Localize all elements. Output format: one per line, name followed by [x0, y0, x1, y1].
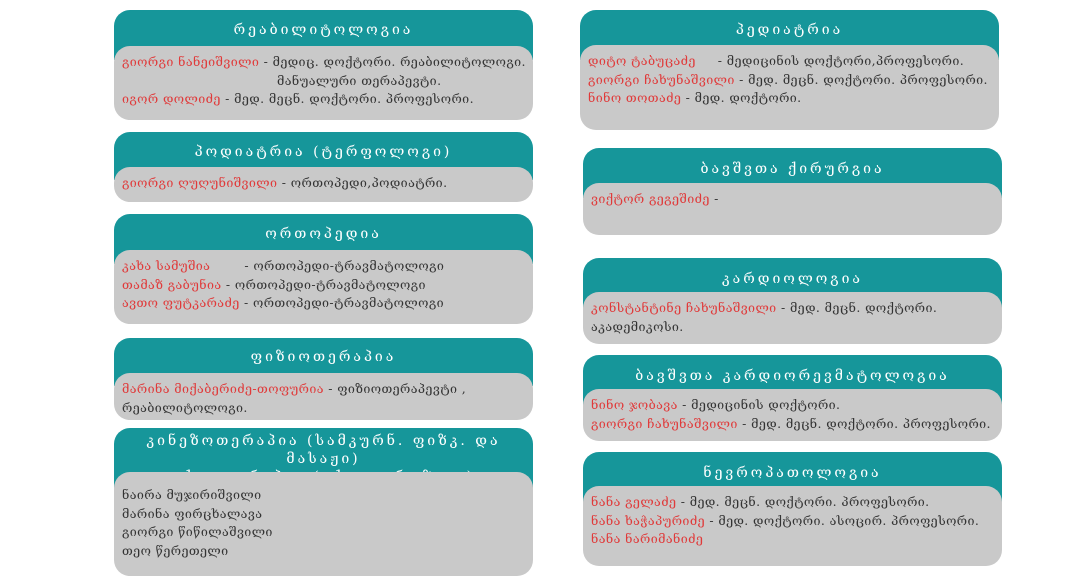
card-body — [114, 472, 533, 576]
doctor-entry — [588, 71, 991, 90]
staff-name: ნაირა მუჯირიშვილი — [122, 487, 262, 502]
doctor-entry — [122, 53, 525, 72]
card-kinesiotherapy — [114, 428, 533, 576]
card-title: ორთოპედია — [114, 214, 533, 264]
card-body — [114, 250, 533, 324]
card-title: პოდიატრია (ტერფოლოგი) — [114, 132, 533, 180]
doctor-name: ნანა ნარიმანიძე — [591, 531, 704, 546]
doctor-title: - მედ. მეცნ. დოქტორი. პროფესორი. — [737, 415, 991, 431]
doctor-name: ნანა ხაჭაპურიძე — [591, 512, 705, 528]
doctor-entry — [591, 190, 994, 209]
doctor-title: - მედ. მეცნ. დოქტორი. პროფესორი. — [676, 494, 930, 509]
doctor-title: - — [709, 191, 719, 206]
card-body — [114, 373, 533, 420]
doctor-title: - ფიზიოთერაპევტი , — [323, 381, 467, 396]
card-body — [114, 167, 533, 202]
doctor-title: - მედიცინის დოქტორი. — [677, 397, 841, 412]
card-title: პედიატრია — [580, 10, 999, 60]
doctor-name: ნინო თოთაძე — [588, 90, 682, 105]
card-body — [583, 389, 1002, 441]
doctor-name: ავთო ფუტკარაძე — [122, 295, 240, 310]
doctor-name: ნანა გელაძე — [591, 494, 677, 509]
card-body — [583, 292, 1002, 344]
doctor-entry — [591, 530, 994, 549]
doctor-title: - მედიც. დოქტორი. რეაბილიტოლოგი. — [259, 54, 526, 69]
doctor-title: - მედ. მეცნ. დოქტორი. პროფესორი. — [220, 91, 474, 106]
doctor-entry — [591, 512, 994, 531]
doctor-entry — [122, 257, 525, 276]
card-pediatric-surgery — [583, 148, 1002, 235]
doctor-name: მარინა მიქაბერიძე-თოფურია — [122, 381, 324, 396]
doctor-name: დიტო ტაბუცაძე — [588, 53, 696, 68]
doctor-entry — [122, 276, 525, 295]
doctor-title: - მედ. მეცნ. დოქტორი. პროფესორი. — [734, 71, 988, 87]
doctor-entry — [122, 90, 525, 109]
doctor-entry — [122, 294, 525, 313]
doctor-entry — [591, 396, 994, 415]
card-pediatrics — [580, 10, 999, 130]
doctor-name: გიორგი ჩახუნაშვილი — [588, 71, 735, 87]
card-title: ბავშვთა ქირურგია — [583, 148, 1002, 198]
doctor-entry — [591, 493, 994, 512]
doctor-entry — [588, 52, 991, 71]
doctor-title: - ორთოპედი-ტრავმატოლოგი — [244, 258, 445, 273]
doctor-name: იგორ დოლიძე — [122, 91, 221, 106]
staff-name: მარინა ფირცხალავა — [122, 505, 263, 521]
card-body — [583, 183, 1002, 235]
card-body — [580, 45, 999, 130]
doctor-entry — [588, 89, 991, 108]
doctor-name: თამაზ გაბუნია — [122, 276, 222, 292]
card-title: ფიზიოთერაპია — [114, 338, 533, 386]
doctor-title: - მედიცინის დოქტორი,პროფესორი. — [717, 53, 965, 68]
doctor-entry — [122, 380, 525, 399]
card-pediatric-cardiorheumatology — [583, 355, 1002, 441]
doctor-entry — [122, 174, 525, 193]
doctor-title-continued: მანუალური თერაპევტი. — [277, 72, 442, 88]
card-podiatry — [114, 132, 533, 202]
doctor-title: - მედ. დოქტორი. ასოცირ. პროფესორი. — [704, 512, 980, 528]
doctor-title: - მედ. მეცნ. დოქტორი. — [776, 300, 938, 315]
card-physiotherapy — [114, 338, 533, 420]
doctor-name: ნინო ჯობავა — [591, 397, 678, 412]
card-title: რეაბილიტოლოგია — [114, 10, 533, 60]
staff-name: თეო წერეთელი — [122, 542, 229, 558]
doctor-name: გიორგი ნანეიშვილი — [122, 54, 260, 69]
doctor-title-continued: რეაბილიტოლოგი. — [122, 399, 248, 415]
doctor-name: ვიქტორ გეგეშიძე — [591, 191, 710, 206]
card-cardiology — [583, 258, 1002, 344]
doctor-name: გიორგი ღუღუნიშვილი — [122, 175, 278, 190]
card-body — [114, 46, 533, 120]
doctor-name: გიორგი ჩახუნაშვილი — [591, 415, 738, 431]
doctor-name: კახა სამუშია — [122, 258, 211, 273]
card-body — [583, 486, 1002, 566]
card-title: კარდიოლოგია — [583, 258, 1002, 308]
card-title-line1: კინეზოთერაპია (სამკურნ. ფიზკ. და მასაჟი) — [146, 433, 501, 467]
doctor-title-continued: აკადემიკოსი. — [591, 318, 684, 334]
doctor-title: - ორთოპედი,პოდიატრი. — [277, 175, 448, 190]
doctor-title: - ორთოპედი-ტრავმატოლოგი — [239, 295, 444, 310]
card-rehabilitology — [114, 10, 533, 120]
doctor-title: - ორთოპედი-ტრავმატოლოგი — [221, 276, 426, 292]
card-title: ნევროპათოლოგია — [583, 452, 1002, 502]
card-neuropathology — [583, 452, 1002, 566]
staff-name: გიორგი წიწილაშვილი — [122, 524, 273, 539]
card-orthopedics — [114, 214, 533, 324]
doctor-title: - მედ. დოქტორი. — [681, 90, 802, 105]
card-title: ბავშვთა კარდიორევმატოლოგია — [583, 355, 1002, 405]
doctor-entry — [591, 415, 994, 434]
doctor-name: კონსტანტინე ჩახუნაშვილი — [591, 300, 777, 315]
doctor-entry — [591, 299, 994, 318]
